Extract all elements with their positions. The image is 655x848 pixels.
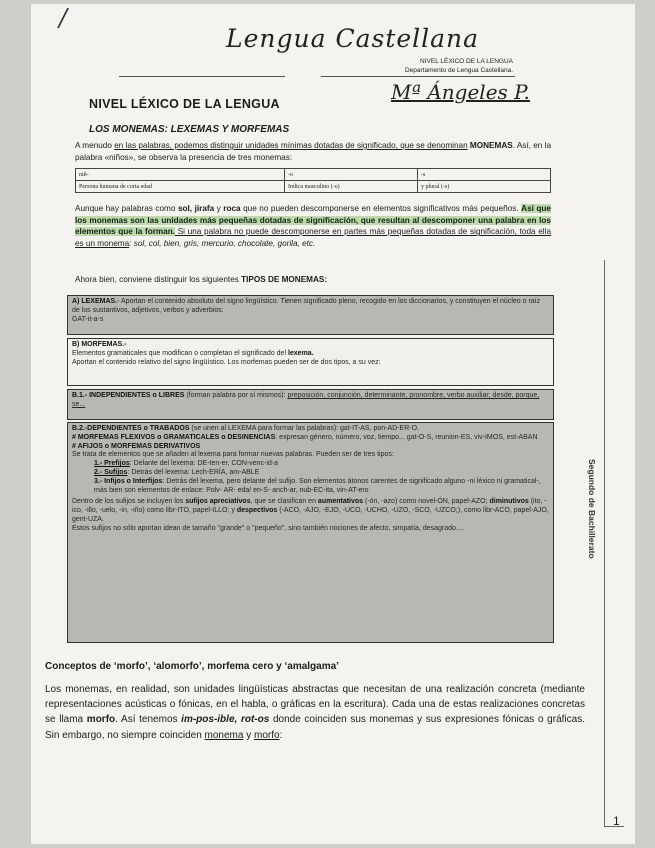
box-morfemas-libres: B.1.- INDEPENDIENTES o LIBRES (forman palabra por sí mismos): preposición, conjunción, determinante, pronombre, verbo auxiliar; desde, porque, se...	[67, 389, 554, 420]
page-title: NIVEL LÉXICO DE LA LENGUA	[89, 97, 280, 111]
morpheme-table	[75, 168, 551, 193]
monema-definition-paragraph: Aunque hay palabras como sol, jirafa y roca que no pueden descomponerse en elementos significativos más pequeños. Así que los monemas son las unidades más pequeñas dotadas de significación, que resultan al descomponer una palabra en los elementos que la forman. Si una palabra no puede descomponerse en partes más pequeñas dotadas de significación, toda ella es un monema: sol, col, bien, gris, mercurio, chocolate, gorila, etc.	[75, 204, 551, 248]
table-cell: y plural (-s)	[418, 181, 551, 193]
table-cell: Indica masculino (-o)	[285, 181, 418, 193]
types-intro: Ahora bien, conviene distinguir los siguientes TIPOS DE MONEMAS:	[75, 275, 328, 284]
concepts-heading: Conceptos de ‘morfo’, ‘alomorfo’, morfema cero y ‘amalgama’	[45, 661, 339, 672]
table-cell: -s	[418, 169, 551, 181]
box-morfemas: B) MORFEMAS.- Elementos gramaticales que modifican o completan el significado del lexema. Aportan el contenido relativo del signo lingüístico. Los morfemas pueden ser de dos tipos, a su vez:	[67, 338, 554, 386]
intro-paragraph: A menudo en las palabras, podemos distinguir unidades mínimas dotadas de significado, que se denominan MONEMAS. Así, en la palabra «niños», se observa la presencia de tres monemas:	[75, 141, 551, 162]
section-subtitle: LOS MONEMAS: LEXEMAS Y MORFEMAS	[89, 124, 290, 135]
header-line-1: NIVEL LÉXICO DE LA LENGUA	[420, 58, 513, 65]
side-label: Segundo de Bachillerato	[587, 459, 597, 559]
header-rule-right	[321, 76, 515, 77]
document-page	[31, 4, 635, 844]
table-cell: niñ-	[76, 169, 285, 181]
concepts-paragraph: Los monemas, en realidad, son unidades lingüísticas abstractas que necesitan de una realización concreta (mediante representaciones acústicas o fónicas, en el habla, o gráficas en la escritura). Cada una de estas realizaciones concretas se llama morfo. Así tenemos im-pos-ible, rot-os donde coinciden sus monemas y sus expresiones fónicas o gráficas. Sin embargo, no siempre coinciden monema y morfo:	[45, 684, 585, 741]
box-lexemas: A) LEXEMAS.- Aportan el contenido absoluto del signo lingüístico. Tienen significado pleno, recogido en los diccionarios, y constituyen el núcleo o raíz de los sustantivos, adjetivos, verbos y adverbios: GAT-it-a-s	[67, 295, 554, 335]
table-cell: Persona humana de corta edad	[76, 181, 285, 193]
handwritten-title: Lengua Castellana	[226, 24, 480, 53]
header-line-2: Departamento de Lengua Castellana.	[404, 67, 513, 74]
table-cell: -o	[285, 169, 418, 181]
header-rule-left	[119, 76, 285, 77]
page-number: 1	[613, 814, 620, 828]
side-border-line	[604, 260, 605, 827]
handwritten-mark: /	[59, 4, 68, 32]
handwritten-name: Mª Ángeles P.	[391, 80, 530, 104]
box-morfemas-dependientes: B.2.-DEPENDIENTES o TRABADOS (se unen al LEXEMA para formar las palabras): gat-IT-AS, pon-AD-ER-O. # MORFEMAS FLEXIVOS o GRAMATICALES o DESINENCIAS: expresan género, número, voz, tiempo... gat-O-S, reunion-ES, viv-IMOS, est-ABAN # AFIJOS o MORFEMAS DERIVATIVOS Se trata de elementos que se añaden al lexema para formar nuevas palabras. Pueden ser de tres tipos: 1.- Prefijos: Delante del lexema: DE-ten-er, CON-venc-id-a 2.- Sufijos: Detrás del lexema: Lech-ERÍA, am-ABLE 3.- Infijos o Interfijos: Detrás del lexema, pero delante del sufijo. Son elementos átonos carentes de significado alguno -ni léxico ni gramatical-, más bien son elementos de enlace: Polv- AR- eda/ en-S- anch-ar, nub-EC-ita, vin-AT-ero Dentro de los sufijos se incluyen los sufijos apreciativos, que se clasifican en aumentativos (-ón, -azo) como novel-ÓN, papel-AZO; diminutivos (ito, -ico, -illo, -uelo, -in, -iño) como libr-ITO, papel-ILLO; y despectivos (-ACO, -AJO, -EJO, -UCO, -UCHO, -UZO, -SCO, -UZCO;), como libr-ACO, papel-AJO, gent-UZA. Estos sufijos no sólo aportan idean de tamaño "grande" o "pequeño", sino también nociones de afecto, simpatía, desagrado....	[67, 422, 554, 643]
